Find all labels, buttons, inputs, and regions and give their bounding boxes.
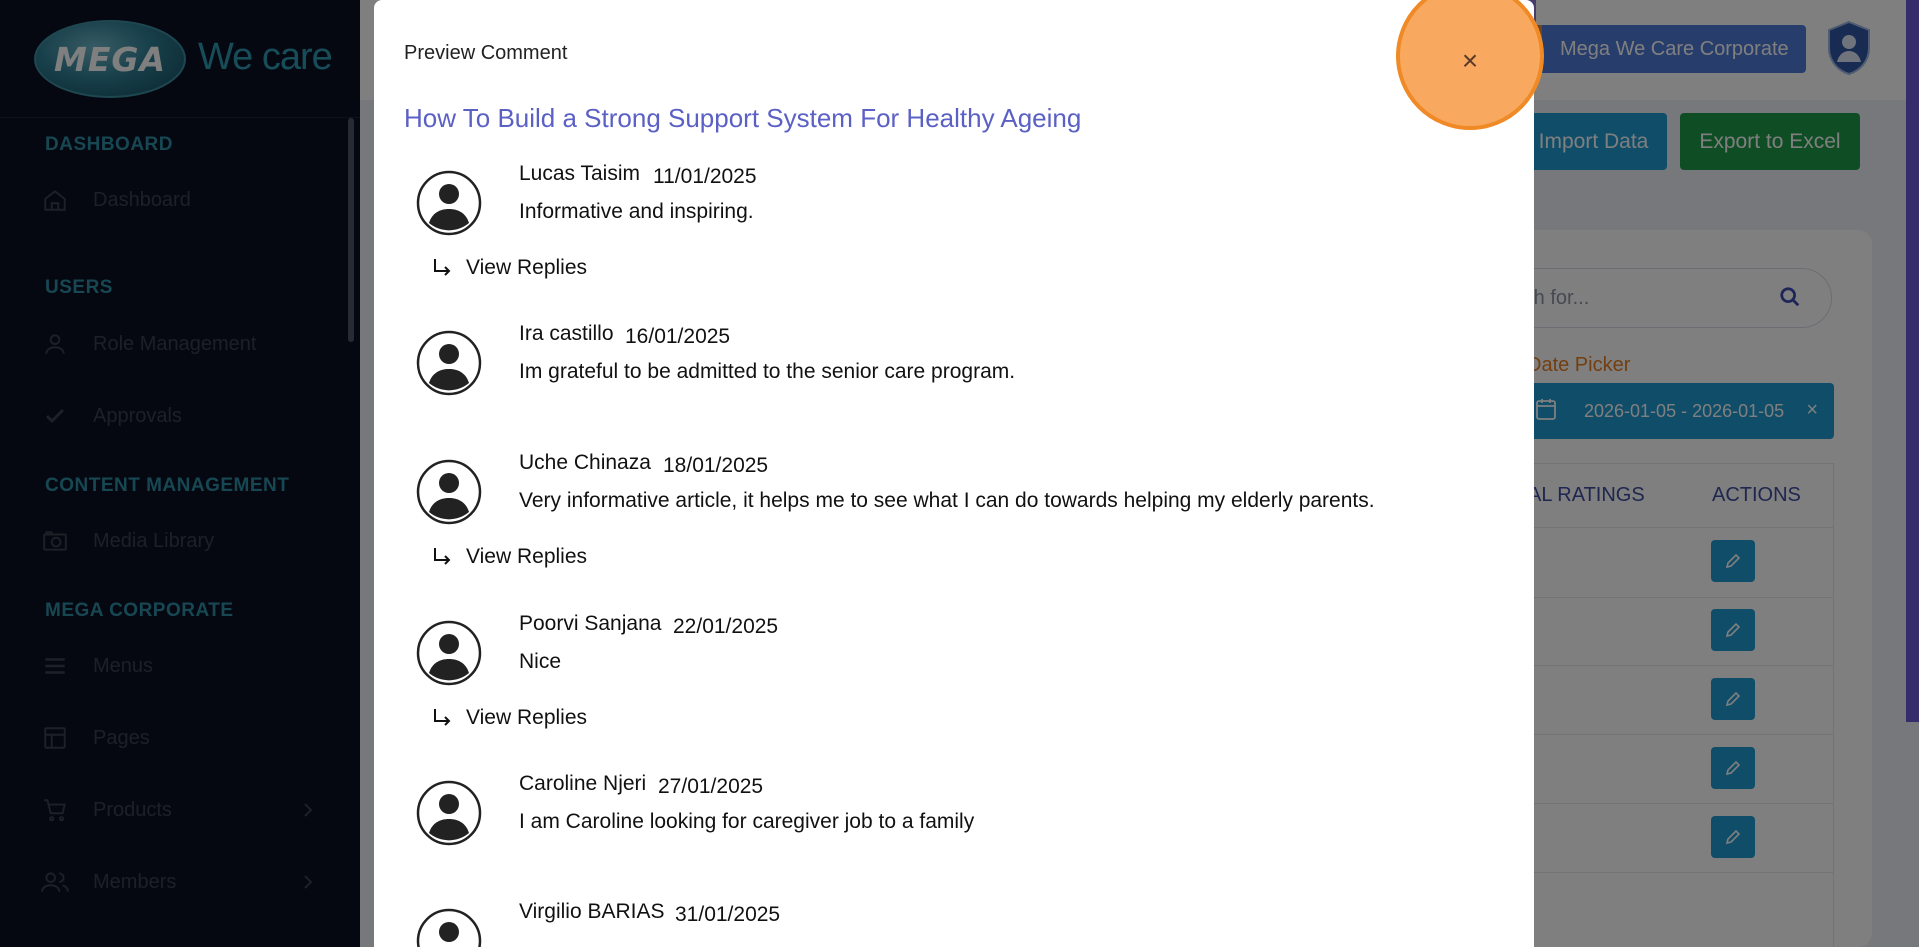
- reply-arrow-icon: [430, 707, 454, 729]
- comment-date: 16/01/2025: [625, 325, 731, 348]
- comment-date: 27/01/2025: [658, 775, 764, 798]
- user-avatar-icon: [416, 620, 482, 686]
- view-replies-link[interactable]: [430, 256, 587, 280]
- comment-author: Lucas Taisim: [519, 162, 640, 185]
- comment-author: Uche Chinaza: [519, 451, 651, 474]
- comment-date: 22/01/2025: [673, 615, 779, 638]
- view-replies-label: View Replies: [466, 545, 588, 568]
- comment-text: Very informative article, it helps me to see what I can do towards helping my elderly parents.: [519, 489, 1375, 512]
- view-replies-label: View Replies: [466, 256, 588, 279]
- view-replies-link[interactable]: [430, 706, 587, 730]
- close-icon: ×: [1461, 45, 1479, 76]
- reply-arrow-icon: [430, 257, 454, 279]
- comment-date: 11/01/2025: [653, 165, 757, 188]
- comment-date: 31/01/2025: [675, 903, 781, 926]
- view-replies-link[interactable]: [430, 545, 587, 569]
- comment-text: Nice: [519, 650, 562, 673]
- reply-arrow-icon: [430, 546, 454, 568]
- comment-author: Poorvi Sanjana: [519, 612, 662, 635]
- comment-text: Im grateful to be admitted to the senior care program.: [519, 360, 1016, 383]
- comment-author: Ira castillo: [519, 322, 614, 345]
- comment-text: Informative and inspiring.: [519, 200, 754, 223]
- user-avatar-icon: [416, 459, 482, 525]
- modal-title: Preview Comment: [404, 42, 568, 64]
- comment-author: Caroline Njeri: [519, 772, 647, 795]
- view-replies-label: View Replies: [466, 706, 588, 729]
- comment-text: I am Caroline looking for caregiver job to a family: [519, 810, 975, 833]
- user-avatar-icon: [416, 780, 482, 846]
- post-title: How To Build a Strong Support System For Healthy Ageing: [404, 103, 1082, 133]
- comment-author: Virgilio BARIAS: [519, 900, 665, 923]
- preview-comment-modal: [374, 0, 1534, 947]
- comment-date: 18/01/2025: [663, 454, 769, 477]
- user-avatar-icon: [416, 330, 482, 396]
- user-avatar-icon: [416, 170, 482, 236]
- user-avatar-icon: [416, 908, 482, 947]
